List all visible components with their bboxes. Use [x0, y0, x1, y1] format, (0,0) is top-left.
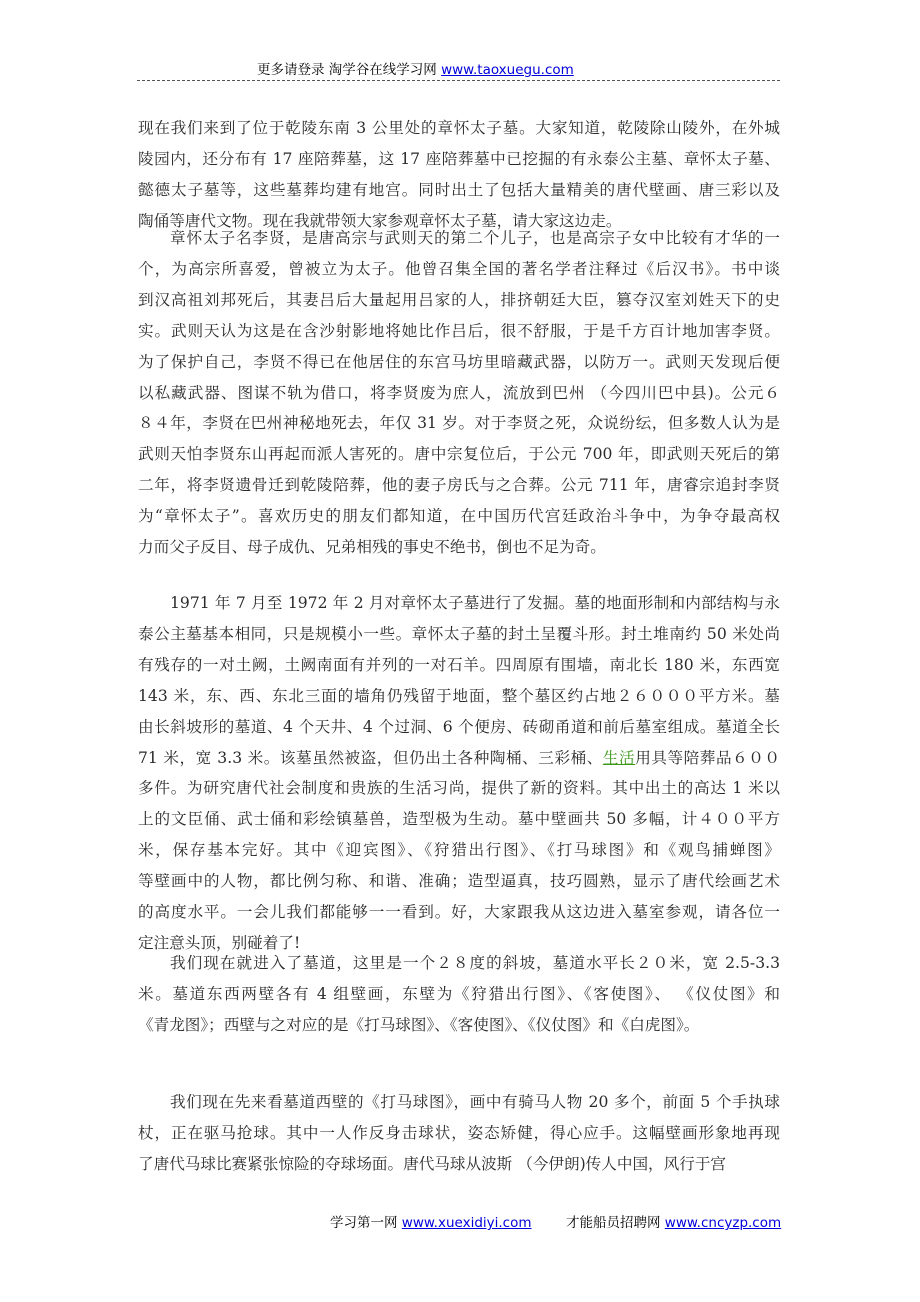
header-link[interactable]: www.taoxuegu.com — [441, 62, 574, 78]
paragraph-line — [138, 655, 780, 675]
footer-right-link[interactable]: www.cncyzp.com — [664, 1215, 782, 1231]
paragraph-line — [138, 840, 780, 860]
line-text: 米。墓道东西两壁各有 4 组壁画，东壁为《狩猎出行图》、《客使图》、 《仪仗图》和 — [138, 984, 780, 1003]
line-text: 多件。为研究唐代社会制度和贵族的生活习尚，提供了新的资料。其中出土的高达 1 米以 — [138, 779, 780, 798]
paragraph-line — [138, 1015, 780, 1035]
line-text: 米，保存基本完好。其中《迎宾图》、《狩猎出行图》、《打马球图》和《观鸟捕蝉图》 — [138, 841, 780, 860]
paragraph-line — [138, 506, 780, 526]
paragraph-line — [170, 953, 780, 973]
line-text: 杖，正在驱马抢球。其中一人作反身击球状，姿态矫健，得心应手。这幅壁画形象地再现 — [138, 1123, 780, 1142]
paragraph-line — [138, 717, 780, 737]
line-text: 我们现在先来看墓道西壁的《打马球图》，画中有骑马人物 20 多个，前面 5 个手执球 — [170, 1093, 780, 1111]
line-text: 的高度水平。一会儿我们都能够一一看到。好，大家跟我从这边进入墓室参观，请各位一 — [138, 903, 780, 921]
line-text-continued: 用具等陪葬品６００ — [635, 748, 780, 767]
header-text: 更多请登录 淘学谷在线学习网 — [257, 62, 442, 78]
line-text: 143 米，东、西、东北三面的墙角仍残留于地面，整个墓区约占地２６０００平方米。墓 — [138, 686, 780, 705]
paragraph-line — [138, 686, 780, 706]
line-text: 到汉高祖刘邦死后，其妻吕后大量起用吕家的人，排挤朝廷大臣，篡夺汉室刘姓天下的史 — [138, 290, 780, 309]
header-divider — [137, 80, 780, 81]
paragraph-line — [138, 871, 780, 891]
paragraph-line — [138, 1154, 780, 1174]
paragraph-line — [138, 259, 780, 279]
footer-left-text: 学习第一网 — [330, 1215, 402, 1231]
footer-left-link[interactable]: www.xuexidiyi.com — [401, 1215, 532, 1231]
paragraph-line — [138, 984, 780, 1004]
paragraph-line — [170, 593, 780, 613]
line-text: 定注意头顶，别碰着了! — [138, 933, 301, 952]
paragraph-line — [138, 290, 780, 310]
line-text: 我们现在就进入了墓道，这里是一个２８度的斜坡，墓道水平长２０米，宽 2.5-3.3 — [170, 954, 780, 972]
paragraph-line — [138, 383, 780, 403]
line-text: 现在我们来到了位于乾陵东南 3 公里处的章怀太子墓。大家知道，乾陵除山陵外，在外城 — [138, 119, 780, 137]
inline-link-shenghuo[interactable]: 生活 — [602, 748, 636, 767]
line-text: 71 米，宽 3.3 米。该墓虽然被盗，但仍出土各种陶桶、三彩桶、 — [138, 748, 603, 767]
line-text: 力而父子反目、母子成仇、兄弟相残的事史不绝书，倒也不足为奇。 — [138, 538, 606, 556]
line-text: 1971 年 7 月至 1972 年 2 月对章怀太子墓进行了发掘。墓的地面形制和内部结构与永 — [170, 594, 780, 612]
paragraph-line — [170, 1092, 780, 1112]
paragraph-line — [138, 778, 780, 798]
line-text: 陵园内，还分布有 17 座陪葬墓，这 17 座陪葬墓中已挖掘的有永泰公主墓、章怀太子墓、 — [138, 149, 780, 168]
footer-right-text: 才能船员招聘网 — [566, 1215, 665, 1231]
paragraph-line — [138, 321, 780, 341]
paragraph-line — [138, 1123, 780, 1143]
line-text: 等壁画中的人物，都比例匀称、和谐、准确；造型逼真，技巧圆熟，显示了唐代绘画艺术 — [138, 872, 780, 891]
line-text: 实。武则天认为这是在含沙射影地将她比作吕后，很不舒服，于是千方百计地加害李贤。 — [138, 321, 780, 340]
line-text: 了唐代马球比赛紧张惊险的夺球场面。唐代马球从波斯 （今伊朗)传人中国，风行于宫 — [138, 1154, 727, 1173]
line-text: 上的文臣俑、武士俑和彩绘镇墓兽，造型极为生动。墓中壁画共 50 多幅，计４００平方 — [138, 810, 780, 829]
line-text: 有残存的一对土阙，土阙南面有并列的一对石羊。四周原有围墙，南北长 180 米，东西宽 — [138, 655, 780, 674]
line-text: 二年，将李贤遗骨迁到乾陵陪葬，他的妻子房氏与之合葬。公元 711 年，唐睿宗追封李贤 — [138, 476, 780, 495]
footer-right — [566, 1211, 781, 1231]
paragraph-line — [138, 149, 780, 169]
line-text: 懿德太子墓等，这些墓葬均建有地宫。同时出土了包括大量精美的唐代壁画、唐三彩以及 — [138, 180, 780, 199]
footer-left — [330, 1211, 532, 1231]
line-text: 为“章怀太子”。喜欢历史的朋友们都知道，在中国历代宫廷政治斗争中，为争夺最高权 — [138, 507, 780, 526]
paragraph-line — [138, 180, 780, 200]
paragraph-line — [138, 118, 780, 138]
paragraph-line — [138, 352, 780, 372]
line-text: 章怀太子名李贤，是唐高宗与武则天的第二个儿子，也是高宗子女中比较有才华的一 — [170, 229, 780, 247]
paragraph-line — [138, 748, 780, 768]
line-text: ８４年，李贤在巴州神秘地死去，年仅 31 岁。对于李贤之死，众说纷纭，但多数人认为是 — [138, 414, 780, 433]
line-text: 以私藏武器、图谋不轨为借口，将李贤废为庶人，流放到巴州 （今四川巴中县)。公元６ — [138, 383, 780, 402]
line-text: 由长斜坡形的墓道、4 个天井、4 个过洞、6 个便房、砖砌甬道和前后墓室组成。墓道全长 — [138, 717, 780, 736]
paragraph-line — [170, 228, 780, 248]
paragraph-line — [138, 444, 780, 464]
line-text: 武则天怕李贤东山再起而派人害死的。唐中宗复位后，于公元 700 年，即武则天死后的第 — [138, 445, 780, 464]
paragraph-line — [138, 413, 780, 433]
paragraph-line — [138, 537, 780, 557]
paragraph-line — [138, 475, 780, 495]
paragraph-line — [138, 933, 780, 953]
line-text: 泰公主墓基本相同，只是规模小一些。章怀太子墓的封土呈覆斗形。封土堆南约 50 米处尚 — [138, 624, 780, 643]
paragraph-line — [138, 902, 780, 922]
line-text: 个，为高宗所喜爱，曾被立为太子。他曾召集全国的著名学者注释过《后汉书》。书中谈 — [138, 259, 780, 278]
paragraph-line — [138, 624, 780, 644]
line-text: 《青龙图》；西壁与之对应的是《打马球图》、《客使图》、《仪仗图》和《白虎图》。 — [138, 1015, 700, 1034]
line-text: 为了保护自己，李贤不得已在他居住的东宫马坊里暗藏武器，以防万一。武则天发现后便 — [138, 352, 780, 371]
line-text: 陶俑等唐代文物。现在我就带领大家参观章怀太子墓，请大家这边走。 — [138, 211, 622, 230]
paragraph-line — [138, 809, 780, 829]
